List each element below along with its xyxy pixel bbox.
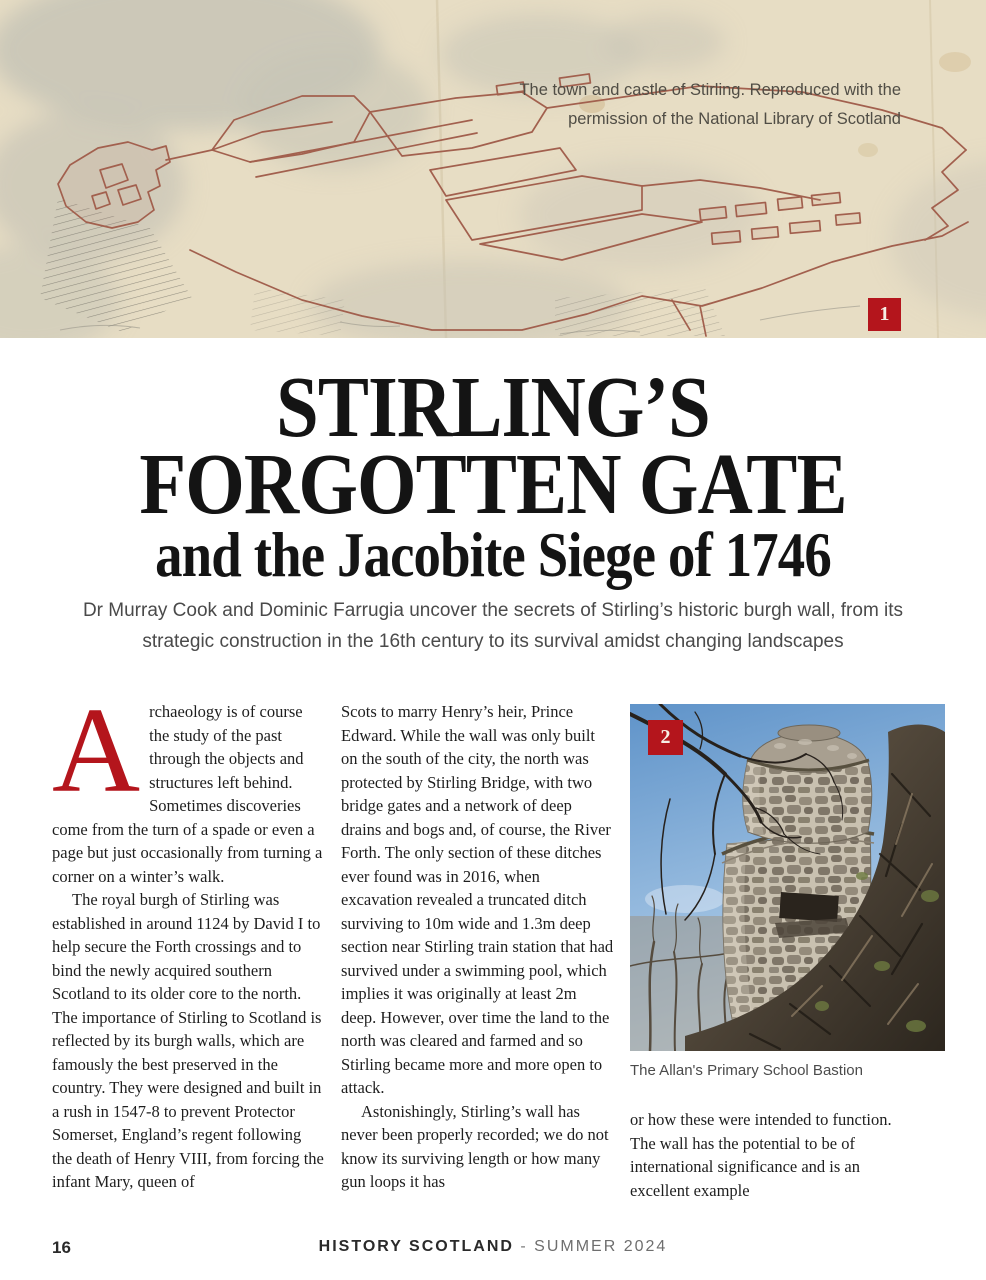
bastion-photo-figure [630, 704, 945, 1081]
footer-issue: SUMMER 2024 [534, 1238, 668, 1255]
bastion-photo [630, 704, 945, 1051]
title-line-1: STIRLING’S [276, 358, 710, 455]
title-line-3: and the Jacobite Siege of 1746 [155, 520, 831, 590]
paragraph-3: Scots to marry Henry’s heir, Prince Edward. While the wall was only built on the south of the city, the north was protected by Stirling Bridge, with two bridge gates and a network of deep drains and bogs and, of course, the River Forth. The only section of these ditches ever found was in 2016, when excavation revealed a truncated ditch surviving to 10m wide and 1.3m deep section near Stirling train station that had survived under a swimming pool, which implies it was originally at least 2m deep. However, over time the land to the north was cleared and farmed and so Stirling became more and more open to attack. [341, 702, 614, 1097]
photo-caption: The Allan's Primary School Bastion [630, 1062, 863, 1079]
hero-map-image [0, 0, 986, 338]
drop-cap: A [52, 683, 141, 818]
title-line-2: FORGOTTEN GATE [139, 435, 847, 532]
column-3 [630, 700, 945, 1202]
column-1 [52, 683, 325, 1194]
footer-magazine-name: HISTORY SCOTLAND [318, 1238, 514, 1255]
hero-map-figure [0, 0, 986, 338]
paragraph-2: The royal burgh of Stirling was established in around 1124 by David I to help secure the Forth crossings and to bind the newly acquired southern Scotland to its older core to the north. The importance of Stirling to Scotland is reflected by its burgh walls, which are famously the best preserved in the country. They were designed and built in a rush in 1547-8 to prevent Protector Somerset, England’s regent following the death of Henry VIII, from forcing the infant Mary, queen of [52, 890, 324, 1191]
figure-2-badge: 2 [648, 720, 683, 755]
paragraph-1 [52, 683, 325, 888]
hero-caption-line-1: The town and castle of Stirling. Reproduced with the [519, 81, 901, 99]
paragraph-5: or how these were intended to function. The wall has the potential to be of international significance and is an excellent example [630, 1110, 892, 1200]
standfirst: Dr Murray Cook and Dominic Farrugia uncover the secrets of Stirling’s historic burgh wall, from its strategic construction in the 16th century to its survival amidst changing landscapes [82, 600, 904, 652]
paragraph-1-text: rchaeology is of course the study of the past through the objects and structures left behind. Sometimes discoveries come from the turn of a spade or even a page but just occasionally from turning a corner on a winter’s walk. [52, 702, 323, 886]
hero-caption-line-2: permission of the National Library of Scotland [568, 109, 901, 128]
footer-separator: - [520, 1238, 528, 1255]
article-body [52, 683, 945, 1220]
hero-caption [519, 76, 901, 133]
paragraph-4: Astonishingly, Stirling’s wall has never been properly recorded; we do not know its surviving length or how many gun loops it has [341, 1101, 609, 1191]
page-footer [0, 1238, 986, 1260]
page-number: 16 [52, 1238, 71, 1257]
figure-1-badge: 1 [868, 298, 901, 331]
column-2 [341, 700, 614, 1194]
footer-magazine-line [0, 1238, 986, 1256]
article-title-block [0, 358, 986, 590]
